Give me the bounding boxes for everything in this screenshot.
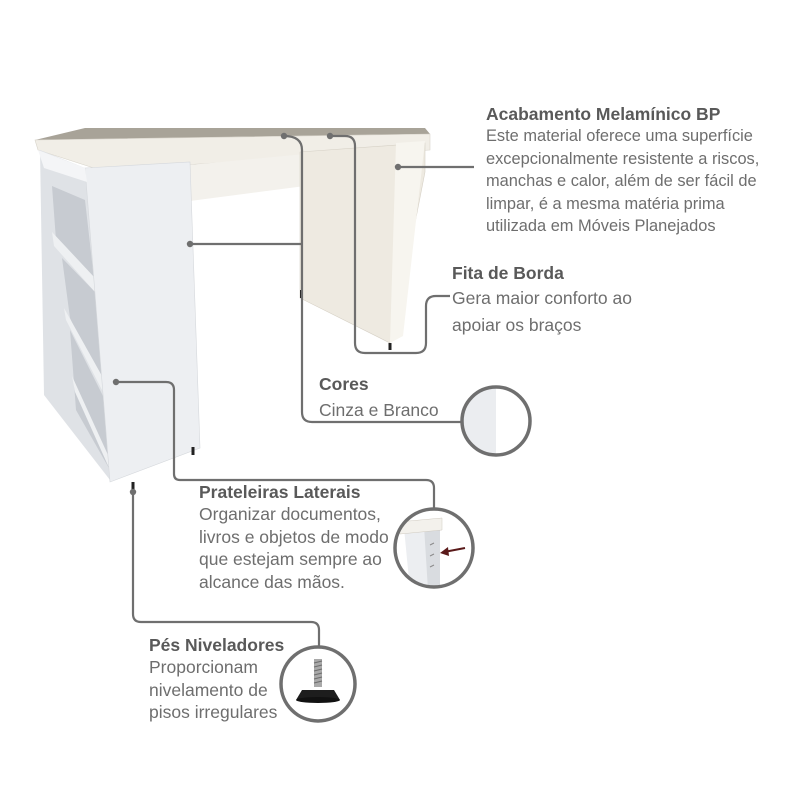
callout-pes-line: Proporcionam: [149, 657, 258, 677]
callout-acabamento-line: limpar, é a mesma matéria prima: [486, 194, 725, 213]
color-swatch-icon: [460, 385, 532, 457]
callout-cores-line: Cinza e Branco: [319, 400, 439, 420]
callout-prateleiras-body: [199, 503, 389, 593]
callout-acabamento-title: Acabamento Melamínico BP: [486, 104, 721, 124]
callout-acabamento: [486, 103, 759, 238]
callout-fita-line: Gera maior conforto ao: [452, 288, 632, 308]
callout-fita-body: [452, 285, 632, 339]
callout-pes-title: Pés Niveladores: [149, 635, 285, 655]
callout-prateleiras-line: Organizar documentos,: [199, 504, 381, 524]
callout-acabamento-line: utilizada em Móveis Planejados: [486, 217, 716, 236]
callout-acabamento-line: excepcionalmente resistente a riscos,: [486, 149, 760, 168]
callout-pes-body: [149, 656, 284, 724]
callout-prateleiras: [199, 481, 389, 593]
callout-prateleiras-title: Prateleiras Laterais: [199, 482, 361, 502]
callout-pes: [149, 634, 284, 724]
callout-prateleiras-line: livros e objetos de modo: [199, 526, 389, 547]
desk-right-panel-edge: [390, 141, 425, 343]
callout-cores: [319, 373, 439, 422]
callout-fita-line: apoiar os braços: [452, 315, 582, 335]
callout-acabamento-body: [486, 125, 759, 238]
callout-prateleiras-line: que estejam sempre ao: [199, 549, 382, 569]
callout-pes-line: pisos irregulares: [149, 702, 278, 722]
callout-fita-title: Fita de Borda: [452, 263, 564, 283]
callout-acabamento-line: Este material oferece uma superfície: [486, 127, 753, 145]
leveling-foot-icon: [280, 646, 356, 722]
callout-cores-body: [319, 399, 439, 422]
shelf-detail-icon: [394, 508, 474, 590]
callout-cores-title: Cores: [319, 374, 369, 394]
callout-pes-line: nivelamento de: [149, 679, 268, 700]
desk-illustration: [35, 128, 430, 491]
callout-prateleiras-line: alcance das mãos.: [199, 571, 345, 592]
callout-acabamento-line: manchas e calor, além de ser fácil de: [486, 172, 757, 191]
callout-fita: [452, 262, 632, 339]
